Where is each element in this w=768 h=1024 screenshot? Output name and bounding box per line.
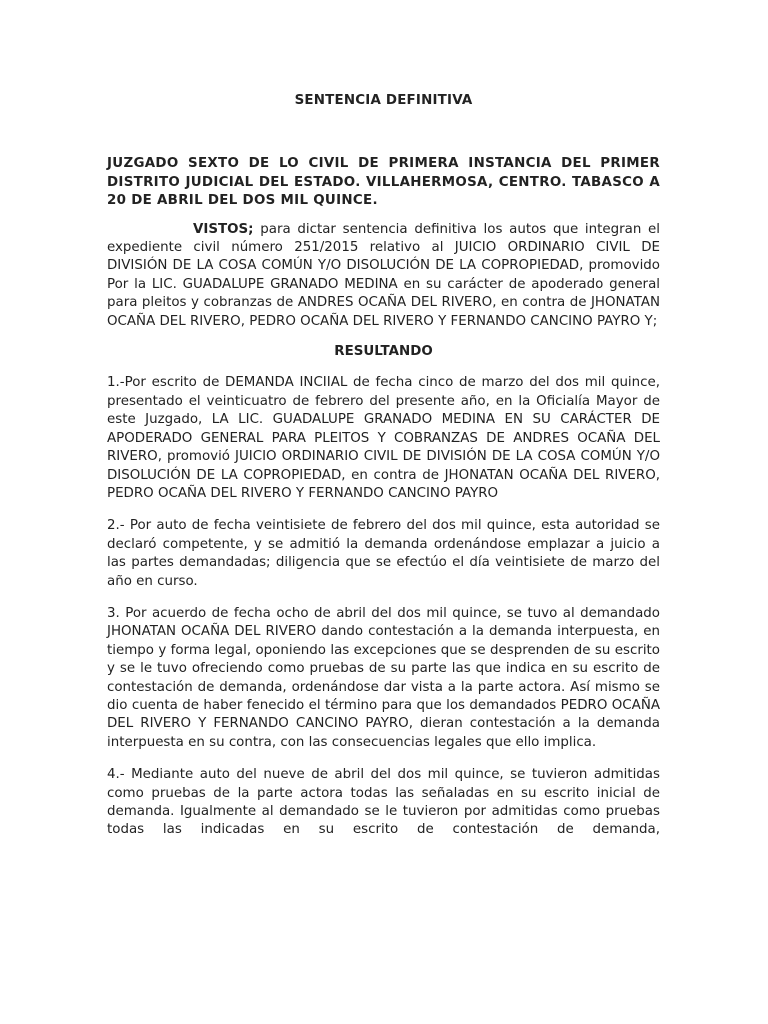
resultando-paragraph-2: 2.- Por auto de fecha veintisiete de febrero del dos mil quince, esta autoridad se declaró competente, y se admitió la demanda ordenándose emplazar a juicio a las partes demandadas; diligencia que se efectúo el día veintisiete de marzo del año en curso. xyxy=(107,518,660,589)
section-title-resultando: RESULTANDO xyxy=(334,344,433,360)
resultando-paragraph-3: 3. Por acuerdo de fecha ocho de abril del dos mil quince, se tuvo al demandado JHONATAN OCAÑA DEL RIVERO dando contestación a la demanda interpuesta, en tiempo y forma legal, oponiendo las excepciones que se desprenden de su escrito y se le tuvo ofreciendo como pruebas de su parte las que indica en su escrito de contestación de demanda, ordenándose dar vista a la parte actora. Así mismo se dio cuenta de haber fenecido el término para que los demandados PEDRO OCAÑA DEL RIVERO Y FERNANDO CANCINO PAYRO, dieran contestación a la demanda interpuesta en su contra, con las consecuencias legales que ello implica. xyxy=(107,605,660,750)
document-title: SENTENCIA DEFINITIVA xyxy=(294,93,473,108)
resultando-paragraph-1: 1.-Por escrito de DEMANDA INCIIAL de fecha cinco de marzo del dos mil quince, presentado el veinticuatro de febrero del presente año, en la Oficialía Mayor de este Juzgado, LA LIC. GUADALUPE GRANADO MEDINA EN SU CARÁCTER DE APODERADO GENERAL PARA PLEITOS Y COBRANZAS DE ANDRES OCAÑA DEL RIVERO, promovió JUICIO ORDINARIO CIVIL DE DIVISIÓN DE LA COSA COMÚN Y/O DISOLUCIÓN DE LA COPROPIEDAD, en contra de JHONATAN OCAÑA DEL RIVERO, PEDRO OCAÑA DEL RIVERO Y FERNANDO CANCINO PAYRO xyxy=(107,375,660,501)
document-body xyxy=(107,92,660,854)
vistos-text: para dictar sentencia definitiva los autos que integran el expediente civil número 251/2015 relativo al JUICIO ORDINARIO CIVIL DE DIVISIÓN DE LA COSA COMÚN Y/O DISOLUCIÓN DE LA COPROPIEDAD, promovido Por la LIC. GUADALUPE GRANADO MEDINA en su carácter de apoderado general para pleitos y cobranzas de ANDRES OCAÑA DEL RIVERO, en contra de JHONATAN OCAÑA DEL RIVERO, PEDRO OCAÑA DEL RIVERO Y FERNANDO CANCINO PAYRO Y; xyxy=(107,221,660,329)
vistos-label: VISTOS; xyxy=(193,221,254,237)
resultando-paragraph-4: 4.- Mediante auto del nueve de abril del dos mil quince, se tuvieron admitidas como pruebas de la parte actora todas las señaladas en su escrito inicial de demanda. Igualmente al demandado se le tuvieron por admitidas como pruebas todas las indicadas en su escrito de contestación de demanda, xyxy=(107,767,660,838)
court-heading: JUZGADO SEXTO DE LO CIVIL DE PRIMERA INSTANCIA DEL PRIMER DISTRITO JUDICIAL DEL ESTADO. VILLAHERMOSA, CENTRO. TABASCO A 20 DE ABRIL DEL DOS MIL QUINCE. xyxy=(107,156,660,209)
vistos-paragraph xyxy=(107,221,660,331)
